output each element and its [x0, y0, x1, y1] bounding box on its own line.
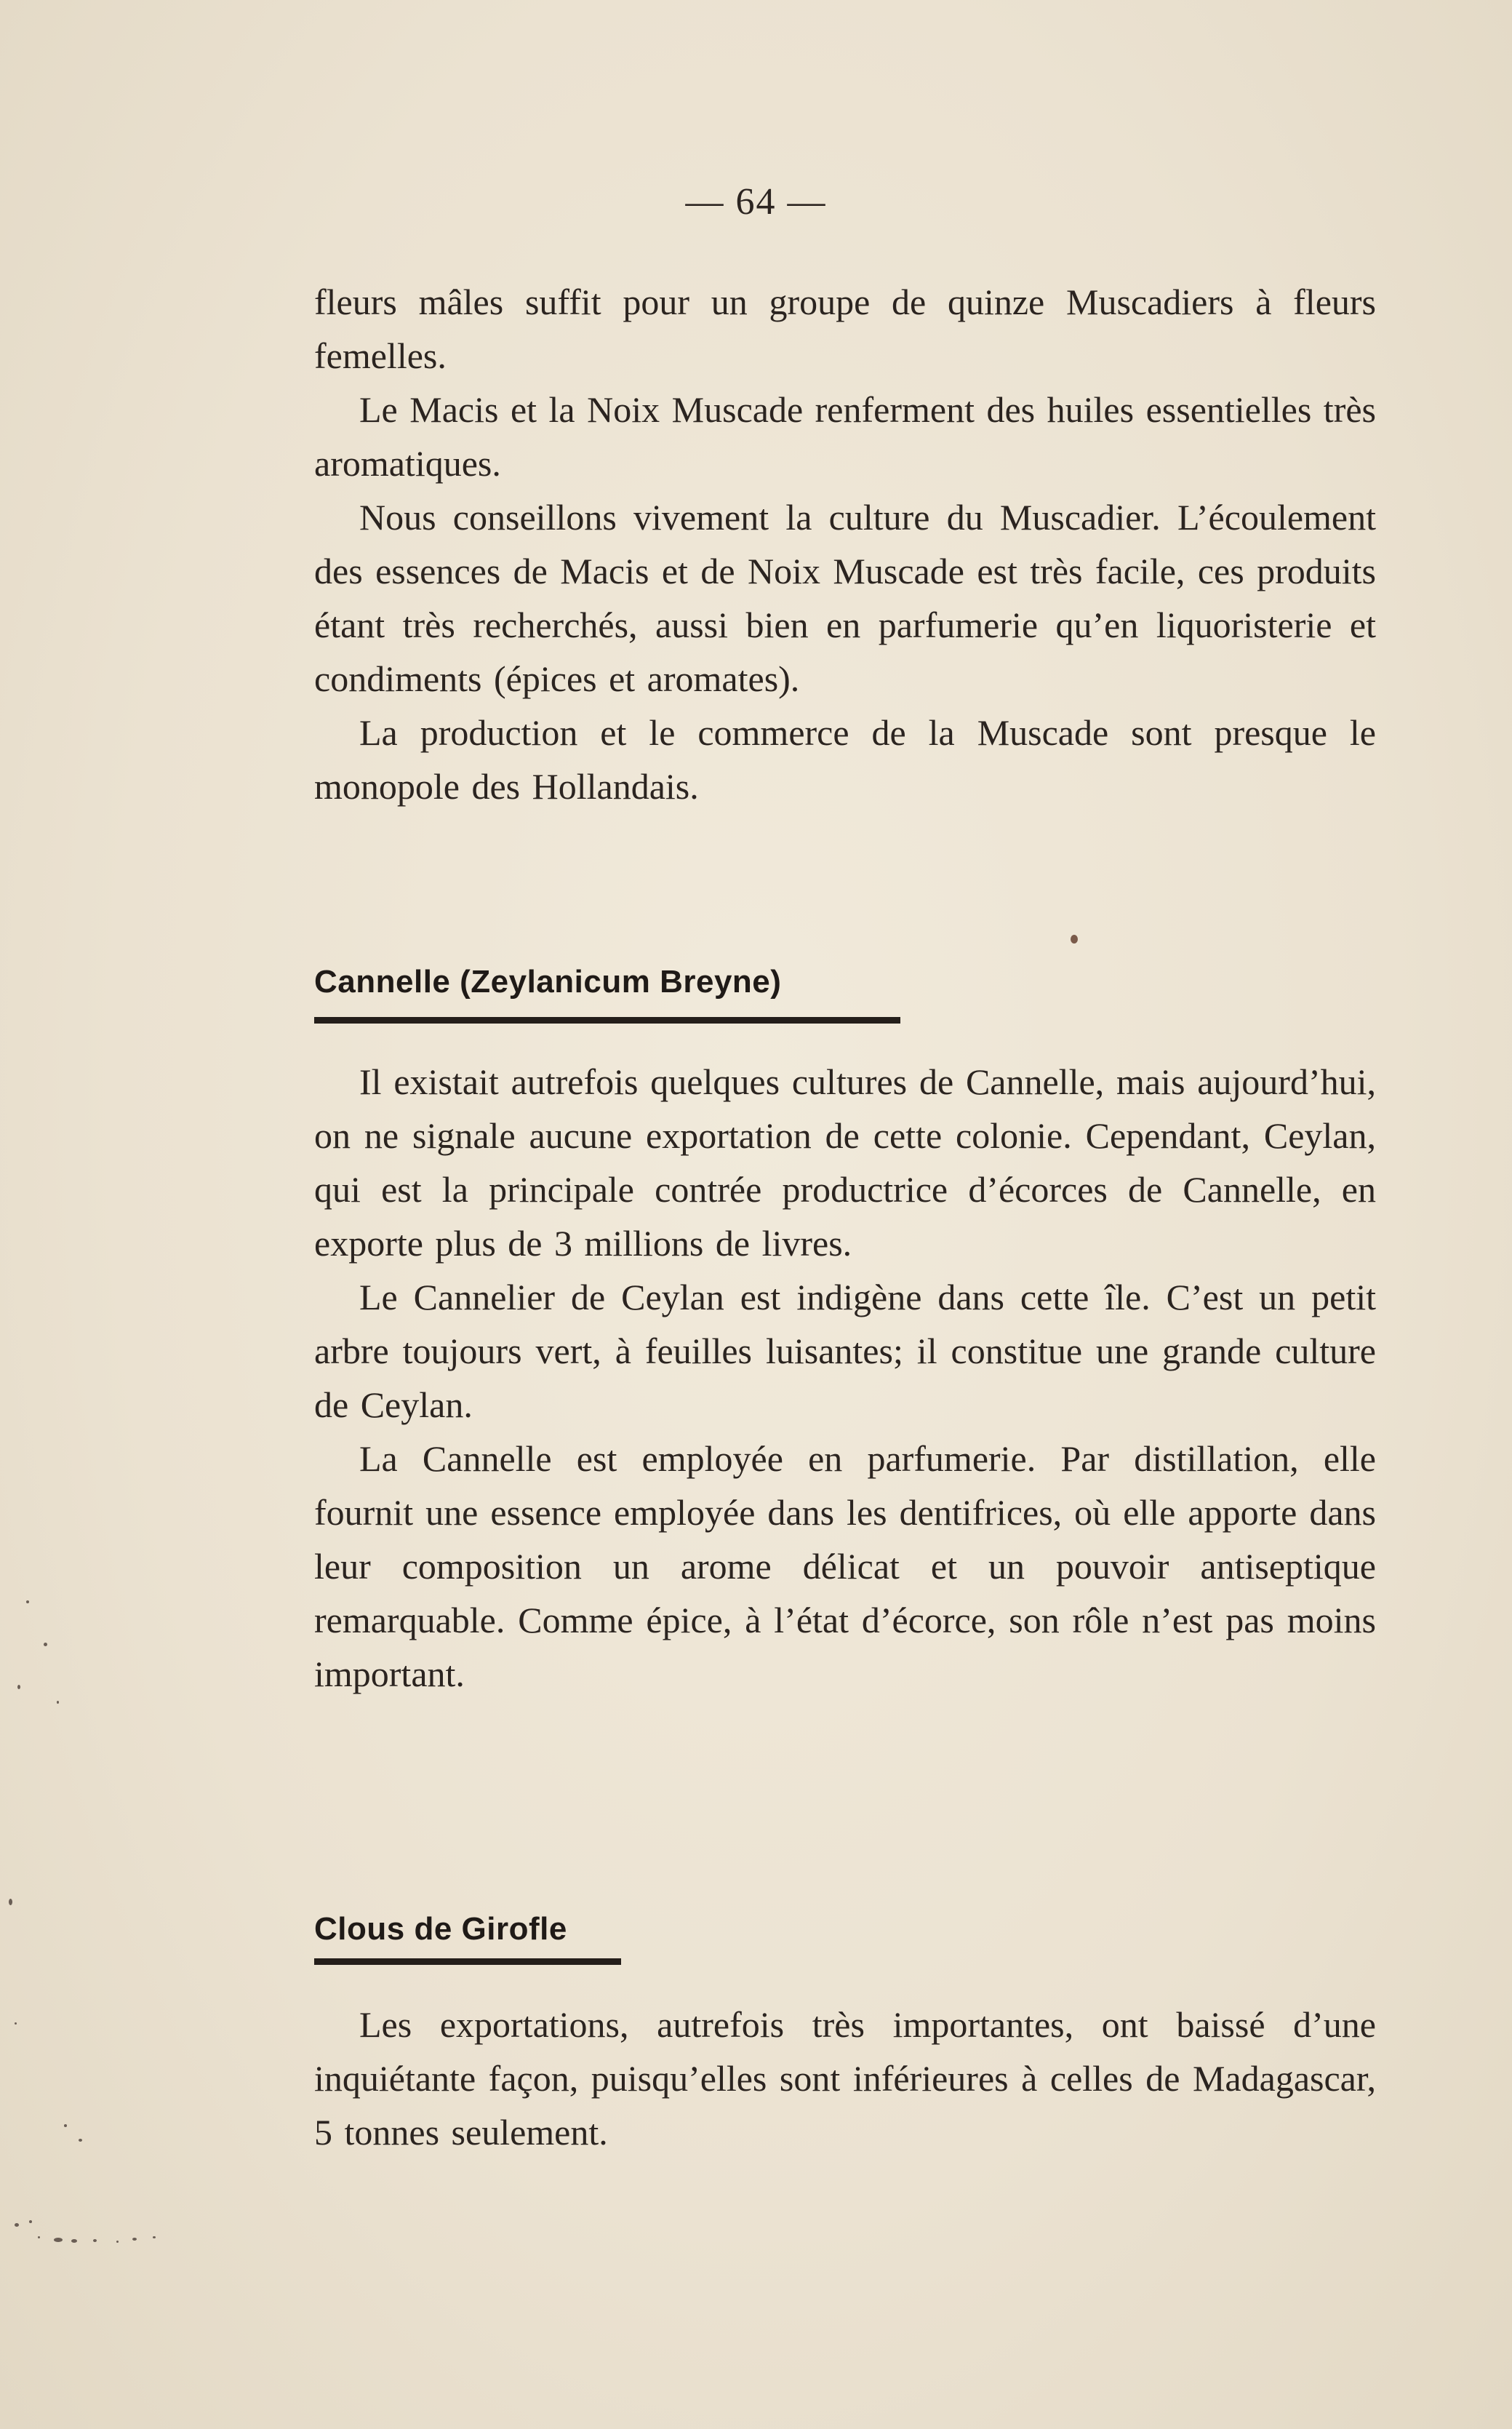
heading-underline — [314, 1958, 621, 1965]
paragraph: Les exportations, autrefois très importantes, ont baissé d’une inquiétante façon, puisqu’elles sont inférieures à celles de Madagascar, 5 tonnes seulement. — [314, 2004, 1376, 2153]
paragraph: La production et le commerce de la Muscade sont presque le monopole des Hollandais. — [314, 712, 1376, 807]
section-heading-cannelle: Cannelle (Zeylanicum Breyne) — [314, 964, 782, 1000]
paragraph: Il existait autrefois quelques cultures de Cannelle, mais aujourd’hui, on ne signale aucune exportation de cette colonie. Cependant, Ceylan, qui est la principale contrée productrice d’écorces de Cannelle, en exporte plus de 3 millions de livres. — [314, 1061, 1376, 1264]
ink-speck — [29, 2220, 32, 2223]
body-text-cannelle — [314, 1055, 1376, 1701]
ink-speck — [26, 1600, 29, 1603]
ink-speck — [57, 1701, 59, 1704]
ink-speck — [9, 1899, 12, 1905]
ink-speck — [15, 2022, 17, 2025]
paragraph: fleurs mâles suffit pour un groupe de quinze Muscadiers à fleurs femelles. — [314, 282, 1376, 376]
ink-speck — [93, 2239, 97, 2242]
ink-speck — [44, 1643, 47, 1646]
ink-speck — [79, 2139, 82, 2142]
ink-speck — [132, 2238, 137, 2241]
paragraph: Le Macis et la Noix Muscade renferment des huiles essentielles très aromatiques. — [314, 389, 1376, 484]
ink-speck — [15, 2223, 19, 2227]
heading-underline — [314, 1017, 900, 1024]
ink-speck — [1071, 935, 1078, 944]
body-text-top — [314, 275, 1376, 813]
ink-speck — [153, 2236, 156, 2238]
margin-specks — [0, 1557, 233, 2211]
ink-speck — [38, 2236, 40, 2238]
page-number: — 64 — — [685, 181, 827, 223]
paragraph: Le Cannelier de Ceylan est indigène dans cette île. C’est un petit arbre toujours vert, à feuilles luisantes; il constitue une grande culture de Ceylan. — [314, 1277, 1376, 1425]
paragraph: La Cannelle est employée en parfumerie. Par distillation, elle fournit une essence employée dans les dentifrices, où elle apporte dans leur composition un arome délicat et un pouvoir antiseptique remarquable. Comme épice, à l’état d’écorce, son rôle n’est pas moins important. — [314, 1438, 1376, 1694]
paragraph: Nous conseillons vivement la culture du Muscadier. L’écoulement des essences de Macis et de Noix Muscade est très facile, ces produits étant très recherchés, aussi bien en parfumerie qu’en liquoristerie et condiments (épices et aromates). — [314, 497, 1376, 699]
ink-speck — [116, 2241, 119, 2243]
ink-speck — [54, 2238, 63, 2242]
ink-speck — [17, 1685, 20, 1689]
body-text-clous — [314, 1998, 1376, 2159]
section-heading-clous: Clous de Girofle — [314, 1911, 567, 1947]
ink-speck — [64, 2124, 67, 2127]
ink-speck — [71, 2239, 77, 2243]
